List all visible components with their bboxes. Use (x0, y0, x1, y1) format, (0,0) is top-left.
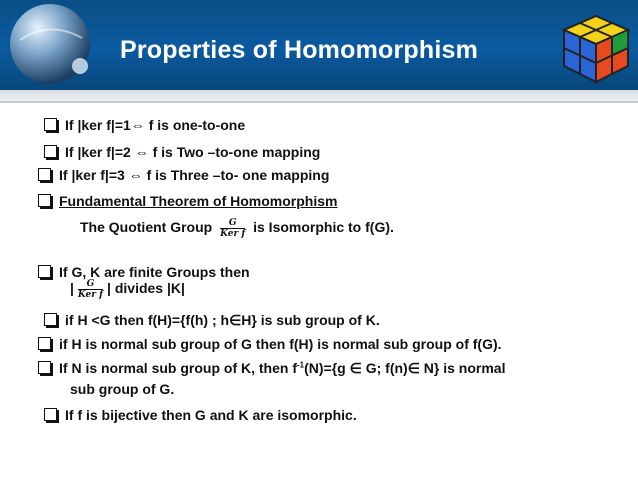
bullet-fundamental-theorem: Fundamental Theorem of Homomorphism (38, 193, 337, 209)
bullet-kernel-1: If |ker f|=1⇔ f is one-to-one (44, 117, 245, 133)
header-divider (0, 101, 638, 103)
bullet-subgroup-image: if H <G then f(H)={f(h) ; h∈H} is sub group of K. (44, 312, 380, 329)
bullet-normal-subgroup-image: if H is normal sub group of G then f(H) is normal sub group of f(G). (38, 336, 502, 352)
preimage-continuation: sub group of G. (70, 381, 175, 397)
finite-divides-statement: | $\frac{G}{\text{Ker f}}$ | divides |K| (70, 279, 185, 300)
bullet-kernel-3: If |ker f|=3 ⇔ f is Three –to- one mapping (38, 167, 329, 183)
checkbox-bullet-icon (44, 118, 57, 131)
slide-title: Properties of Homomorphism (120, 36, 479, 64)
quotient-group-statement: The Quotient Group $\frac{G}{\text{Ker f}}$ is Isomorphic to f(G). (80, 218, 394, 239)
bullet-finite-groups: If G, K are finite Groups then (38, 264, 250, 280)
checkbox-bullet-icon (38, 168, 51, 181)
globe-logo-icon (0, 0, 110, 90)
fraction-g-over-ker-f: $\frac{G}{\text{Ker f}}$ (220, 218, 246, 239)
checkbox-bullet-icon (44, 313, 57, 326)
rubiks-cube-icon (556, 10, 636, 90)
checkbox-bullet-icon (38, 194, 51, 207)
checkbox-bullet-icon (44, 408, 57, 421)
checkbox-bullet-icon (38, 361, 51, 374)
checkbox-bullet-icon (38, 337, 51, 350)
checkbox-bullet-icon (38, 265, 51, 278)
bullet-preimage-normal: If N is normal sub group of K, then $f^{-1}(N)=\{g$ ∈ G; f(n)∈ N} is normal (38, 360, 505, 377)
fraction-g-over-ker-f: $\frac{G}{\text{Ker f}}$ (77, 279, 104, 300)
bullet-kernel-2: If |ker f|=2 ⇔ f is Two –to-one mapping (44, 144, 320, 160)
checkbox-bullet-icon (44, 145, 57, 158)
bullet-bijective: If f is bijective then G and K are isomorphic. (44, 407, 357, 423)
